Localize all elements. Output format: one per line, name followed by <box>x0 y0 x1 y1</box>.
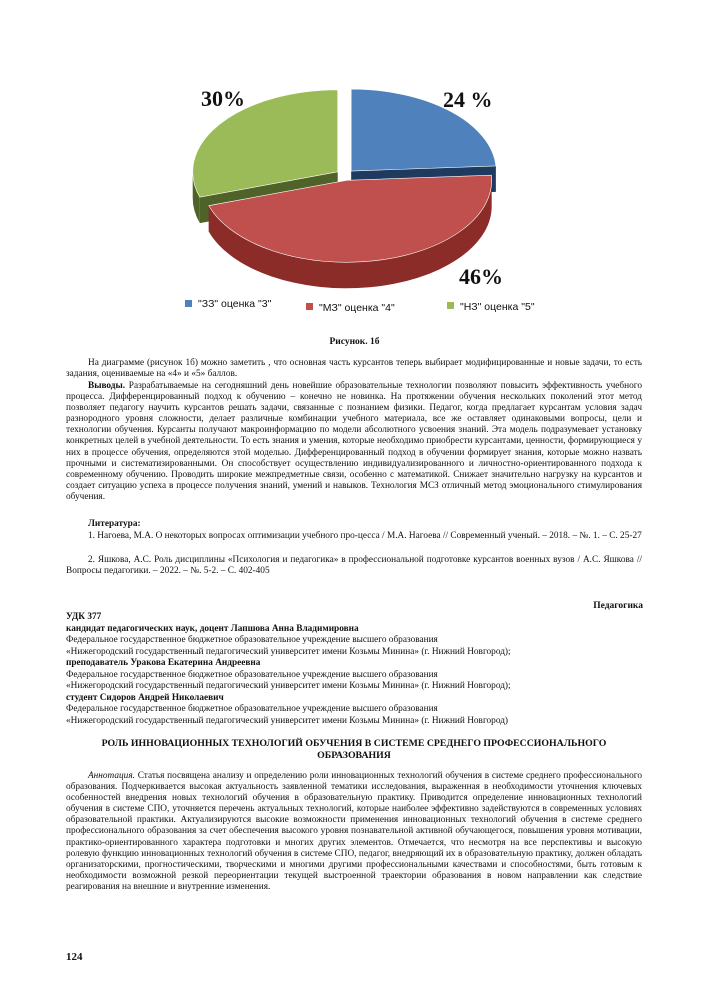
legend-label-nz: "НЗ" оценка "5" <box>460 301 535 313</box>
author-3-org-line2: «Нижегородский государственный педагогический университет имени Козьмы Минина» (г. Нижний Новгород) <box>66 715 509 726</box>
paragraph-conclusions <box>66 381 642 503</box>
conclusions-label: Выводы. <box>88 381 126 391</box>
author-2-org-line2: «Нижегородский государственный педагогический университет имени Козьмы Минина» (г. Нижний Новгород); <box>66 681 511 691</box>
author-2-role: преподаватель Уракова Екатерина Андреевна <box>66 658 261 668</box>
legend-label-zz: "ЗЗ" оценка "3" <box>198 298 272 310</box>
author-2-org-line1: Федеральное государственное бюджетное образовательное учреждение высшего образования <box>66 669 438 680</box>
legend-swatch-zz <box>185 300 192 307</box>
literature-item-1: 1. Нагоева, М.А. О некоторых вопросах оптимизации учебного про-цесса / М.А. Нагоева // Современный ученый. – 2018. – №. 1. – С. 25-27 <box>88 531 642 541</box>
pie-slices <box>193 89 496 288</box>
chart-legend <box>185 298 535 314</box>
legend-swatch-nz <box>447 302 454 309</box>
paragraph-diagram: На диаграмме (рисунок 1б) можно заметить , что основная часть курсантов теперь выбирает модифицированные и новые задачи, то есть задания, оцениваемые на «4» и «5» баллов. <box>66 358 642 380</box>
annotation-label: Аннотация. <box>88 771 135 781</box>
author-3-org-line1: Федеральное государственное бюджетное образовательное учреждение высшего образования <box>66 704 438 714</box>
pie-label-nz: 30% <box>201 86 245 111</box>
article-title-line1: РОЛЬ ИННОВАЦИОННЫХ ТЕХНОЛОГИЙ ОБУЧЕНИЯ В СИСТЕМЕ СРЕДНЕГО ПРОФЕССИОНАЛЬНОГО <box>101 738 607 749</box>
pie-chart <box>0 0 709 330</box>
literature-item-2: 2. Яшкова, А.С. Роль дисциплины «Психология и педагогика» в профессиональной подготовке курсантов военных вузов / А.С. Яшкова // Вопросы педагогики. – 2022. – №. 5-2. – С. 402-405 <box>66 555 642 577</box>
conclusions-text: Разрабатываемые на сегодняшний день новейшие образовательные технологии позволяют повысить эффективность учебного процесса. Дифференцированный подход к обучению – конечно не новинка. На протяжении обучения нескольких поколений этот метод позволяет педагогу научить курсантов решать задачи, связанные с познанием физики. Педагог, когда предлагает курсантам условия задач разнородного уровня сложности, делает различные комбинации учебного материала, все же оставляет одинаковыми вопросы, цели и технологии обучения. Курсанты получают макроинформацию по модели абсолютного усвоения знаний. Эта модель подразумевает установку конкретных целей в учебной деятельности. То есть знания и умения, которые необходимо приобрести курсантами, ценности, формирующиеся у них в процессе обучения, определяются этой моделью. Дифференцированный подход в обучении формирует знания, которые можно назвать прочными и систематизированными. Он способствует осуществлению индивидуализированного и личностно-ориентированного подхода к современному обучению. Проводить широкие межпредметные связи, особенно с математикой. Снижает значительно нагрузку на курсантов и создает ситуацию успеха в процессе получения знаний, умений и навыков. Технология МСЗ отличный метод эмоционального стимулирования обучения. <box>66 381 642 502</box>
rubric: Педагогика <box>593 601 643 611</box>
article-title <box>66 738 642 761</box>
author-3-role: студент Сидоров Андрей Николаевич <box>66 692 224 703</box>
annotation-text: Статья посвящена анализу и определению роли инновационных технологий обучения в системе среднего профессионального образования. Подчеркивается высокая актуальность заявленной тематики исследования, выраженная в необходимости уточнения ключевых особенностей внедрения новых технологий обучения в образовательную практику. Приводится определение инновационных технологий обучения в системе СПО, уточняется перечень актуальных технологий, которые наиболее эффективно задействуются в современных условиях образовательной практики. Актуализируются высокие возможности применения инновационных технологий обучения в системе среднего профессионального образования за счет обеспечения высокого уровня познавательной активной обучающегося, повышения уровня мотивации, практико-ориентированного характера подготовки и многих других элементов. Отмечается, что несмотря на все перспективы и высокую ролевую функцию инновационных технологий обучения в системе СПО, педагог, внедряющий их в образовательную практику, должен обладать организаторскими, прогностическими, творческими и многими другими профессиональными качествами и способностями, быть готовым к необходимости возможной резкой переориентации текущей выстроенной траектории образования в новом направлении как следствие реагирования на внешние и внутренние изменения. <box>66 771 642 892</box>
pie-label-mz: 46% <box>459 264 503 289</box>
author-1-org-line1: Федеральное государственное бюджетное образовательное учреждение высшего образования <box>66 635 438 645</box>
author-1-org-line2: «Нижегородский государственный педагогический университет имени Козьмы Минина» (г. Нижний Новгород); <box>66 646 511 657</box>
article-title-line2: ОБРАЗОВАНИЯ <box>317 749 391 761</box>
legend-swatch-mz <box>306 303 313 310</box>
author-1-role: кандидат педагогических наук, доцент Лапшова Анна Владимировна <box>66 623 359 634</box>
pie-label-zz: 24 % <box>443 87 493 112</box>
page-number: 124 <box>66 951 83 963</box>
annotation <box>66 771 642 893</box>
legend-label-mz: "МЗ" оценка "4" <box>319 302 395 314</box>
author-block <box>66 612 646 727</box>
udk: УДК 377 <box>66 612 102 622</box>
literature-heading: Литература: <box>88 519 141 529</box>
figure-caption: Рисунок. 1б <box>329 337 380 347</box>
